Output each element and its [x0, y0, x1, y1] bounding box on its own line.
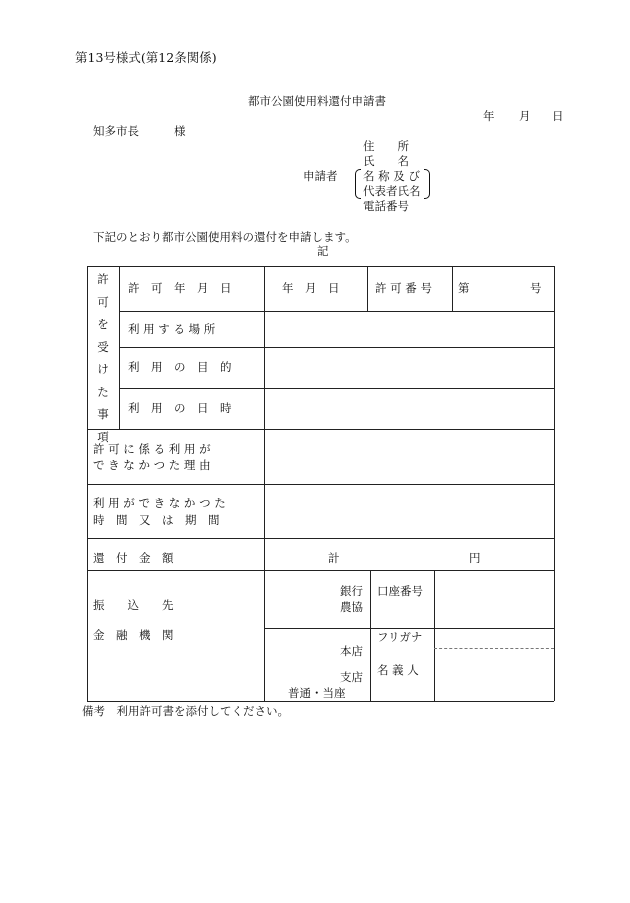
agri-coop-label: 農協	[340, 600, 363, 614]
note-text: 備考 利用許可書を添付してください。	[82, 704, 289, 718]
intro-text: 下記のとおり都市公園使用料の還付を申請します。	[93, 230, 357, 244]
permit-number-prefix: 第	[458, 281, 470, 295]
reason-label-line2: で き な か つ た 理 由	[93, 458, 211, 472]
date-year: 年	[483, 109, 495, 123]
permit-date-label: 許 可 年 月 日	[128, 281, 232, 295]
applicant-corp-line2: 代表者氏名	[363, 184, 421, 198]
account-holder-label: 名 義 人	[377, 663, 419, 677]
addressee-honorific: 様	[174, 124, 186, 138]
permit-number-suffix: 号	[530, 281, 542, 295]
grid-line	[367, 266, 368, 311]
grid-line	[370, 570, 371, 701]
bank-label: 銀行	[340, 584, 363, 598]
applicant-address-label: 住 所	[363, 139, 409, 153]
grid-line	[119, 388, 554, 389]
grid-line	[87, 484, 554, 485]
period-label-line1: 利 用 が で き な か つ た	[93, 496, 226, 510]
place-label: 利 用 す る 場 所	[128, 322, 216, 336]
date-day: 日	[552, 109, 564, 123]
institution-label: 金 融 機 関	[93, 628, 174, 642]
datetime-label: 利 用 の 日 時	[128, 401, 232, 415]
permitted-matters-label: 許可を受けた事項	[97, 272, 109, 444]
applicant-corp-line1: 名 称 及 び	[363, 169, 420, 183]
brace-left	[355, 169, 361, 199]
permit-number-label: 許 可 番 号	[375, 281, 432, 295]
table-border-bottom	[87, 701, 554, 702]
grid-line	[264, 628, 554, 629]
ki-label: 記	[317, 244, 329, 258]
total-label: 計	[328, 551, 340, 565]
grid-line	[119, 311, 554, 312]
head-office-label: 本店	[340, 644, 363, 658]
grid-line	[434, 570, 435, 701]
branch-label: 支店	[340, 670, 363, 684]
grid-line-dashed	[434, 648, 554, 649]
form-number: 第13号様式(第12条関係)	[75, 50, 217, 65]
date-month: 月	[519, 109, 531, 123]
furigana-label: フリガナ	[377, 630, 423, 644]
period-label-line2: 時 間 又 は 期 間	[93, 513, 220, 527]
refund-amount-label: 還 付 金 額	[93, 551, 174, 565]
grid-line	[87, 429, 554, 430]
brace-right	[424, 169, 430, 199]
reason-label-line1: 許 可 に 係 る 利 用 が	[93, 442, 211, 456]
applicant-label: 申請者	[303, 169, 338, 183]
addressee-name: 知多市長	[93, 124, 139, 138]
permit-date-value[interactable]: 年 月 日	[282, 281, 340, 295]
table-border-top	[87, 266, 554, 267]
table-border-right	[554, 266, 555, 701]
transfer-label: 振 込 先	[93, 598, 174, 612]
grid-line	[87, 570, 554, 571]
account-type-label: 普通・当座	[288, 686, 346, 700]
applicant-phone-label: 電話番号	[363, 199, 409, 213]
form-title: 都市公園使用料還付申請書	[248, 94, 386, 108]
yen-label: 円	[469, 551, 481, 565]
applicant-name-label: 氏 名	[363, 154, 409, 168]
account-number-label: 口座番号	[377, 584, 423, 598]
grid-line	[452, 266, 453, 311]
purpose-label: 利 用 の 目 的	[128, 360, 232, 374]
grid-line	[87, 538, 554, 539]
grid-line	[119, 347, 554, 348]
